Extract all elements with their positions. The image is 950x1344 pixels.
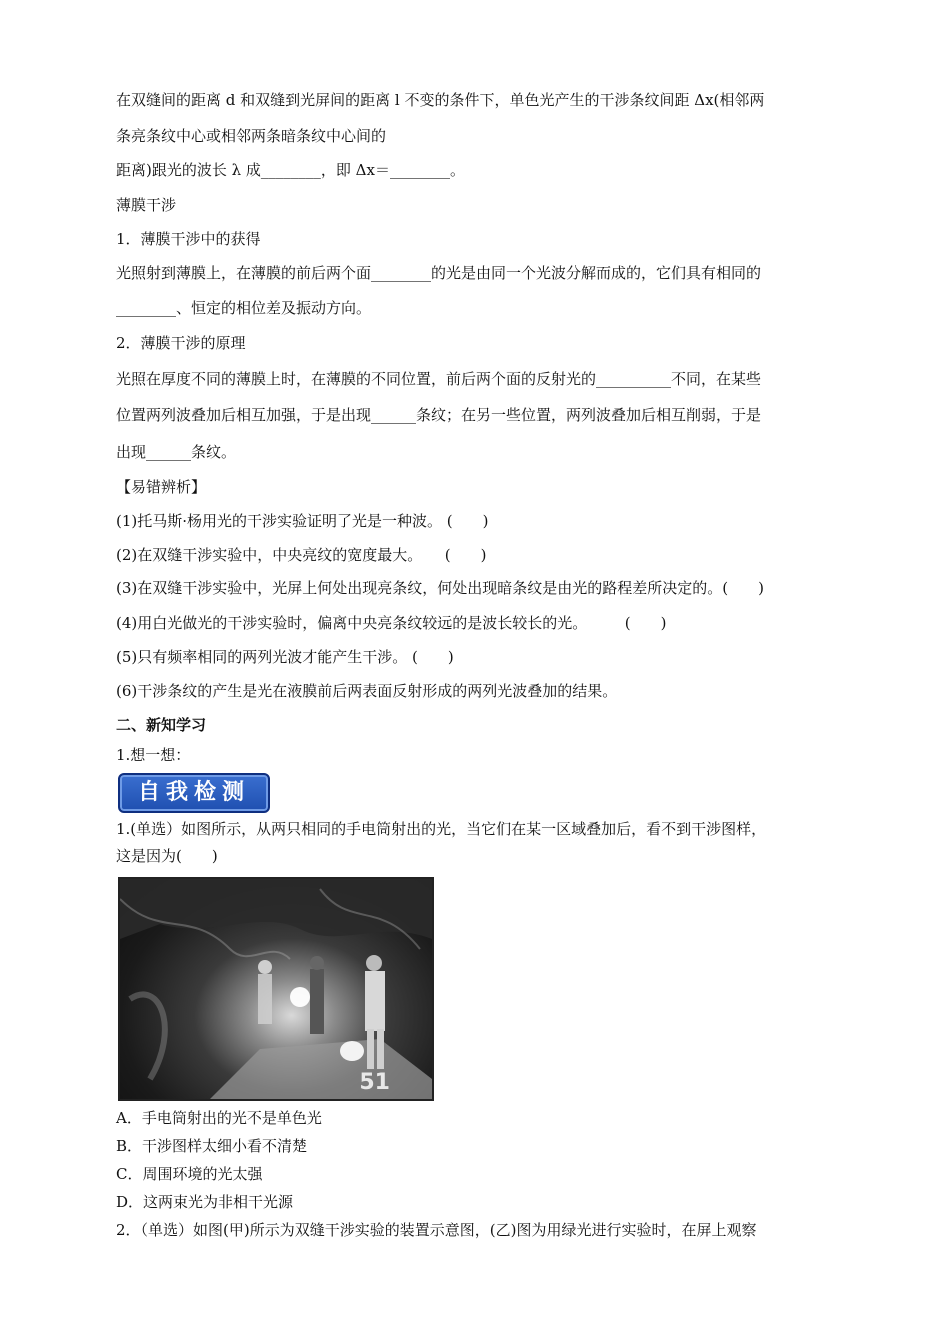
statement-item: (5)只有频率相同的两列光波才能产生干涉。 ( ) xyxy=(116,648,454,666)
subheading: 2．薄膜干涉的原理 xyxy=(116,334,246,352)
section-heading: 二、新知学习 xyxy=(116,716,207,734)
option-c: C．周围环境的光太强 xyxy=(116,1165,263,1183)
subheading: 1.想一想： xyxy=(116,746,191,764)
paragraph-line: 出现______条纹。 xyxy=(116,443,237,461)
badge-label: 自我检测 xyxy=(137,780,250,805)
paragraph-line: 光照在厚度不同的薄膜上时，在薄膜的不同位置，前后两个面的反射光的__________不同，在某些 xyxy=(116,370,762,388)
section-heading: 薄膜干涉 xyxy=(116,196,177,214)
photo-illustration xyxy=(120,879,432,1099)
statement-item: (6)干涉条纹的产生是光在液膜前后两表面反射形成的两列光波叠加的结果。 xyxy=(116,682,618,700)
subheading: 1．薄膜干涉中的获得 xyxy=(116,230,261,248)
paragraph-line: 位置两列波叠加后相互加强，于是出现______条纹；在另一些位置，两列波叠加后相互削弱，于是 xyxy=(116,406,762,424)
option-b: B．干涉图样太细小看不清楚 xyxy=(116,1137,308,1155)
section-heading: 【易错辨析】 xyxy=(116,478,207,496)
statement-item: (4)用白光做光的干涉实验时，偏离中央亮条纹较远的是波长较长的光。 ( ) xyxy=(116,614,667,632)
question-text: 2．（单选）如图(甲)所示为双缝干涉实验的装置示意图，(乙)图为用绿光进行实验时，在屏上观察 xyxy=(116,1221,757,1239)
option-d: D．这两束光为非相干光源 xyxy=(116,1193,294,1211)
paragraph-line: 距离)跟光的波长 λ 成________，即 Δx＝________。 xyxy=(116,161,465,179)
statement-item: (2)在双缝干涉实验中，中央亮纹的宽度最大。 ( ) xyxy=(116,546,487,564)
question-text: 1.(单选）如图所示，从两只相同的手电筒射出的光，当它们在某一区域叠加后，看不到干涉图样， xyxy=(116,820,767,838)
flashlight-photo xyxy=(118,877,434,1101)
photo-watermark: 51 xyxy=(359,1070,390,1095)
paragraph-line: 条亮条纹中心或相邻两条暗条纹中心间的 xyxy=(116,127,387,145)
option-a: A．手电筒射出的光不是单色光 xyxy=(116,1109,322,1127)
paragraph-line: ________、恒定的相位差及振动方向。 xyxy=(116,299,372,317)
paragraph-line: 光照射到薄膜上，在薄膜的前后两个面________的光是由同一个光波分解而成的，它们具有相同的 xyxy=(116,264,762,282)
self-check-badge xyxy=(118,773,270,813)
statement-item: (3)在双缝干涉实验中，光屏上何处出现亮条纹，何处出现暗条纹是由光的路程差所决定的。( ) xyxy=(116,579,764,597)
paragraph-line: 在双缝间的距离 d 和双缝到光屏间的距离 l 不变的条件下，单色光产生的干涉条纹间距 Δx(相邻两 xyxy=(116,91,765,109)
statement-item: (1)托马斯·杨用光的干涉实验证明了光是一种波。 ( ) xyxy=(116,512,489,530)
question-text: 这是因为( ) xyxy=(116,847,218,865)
